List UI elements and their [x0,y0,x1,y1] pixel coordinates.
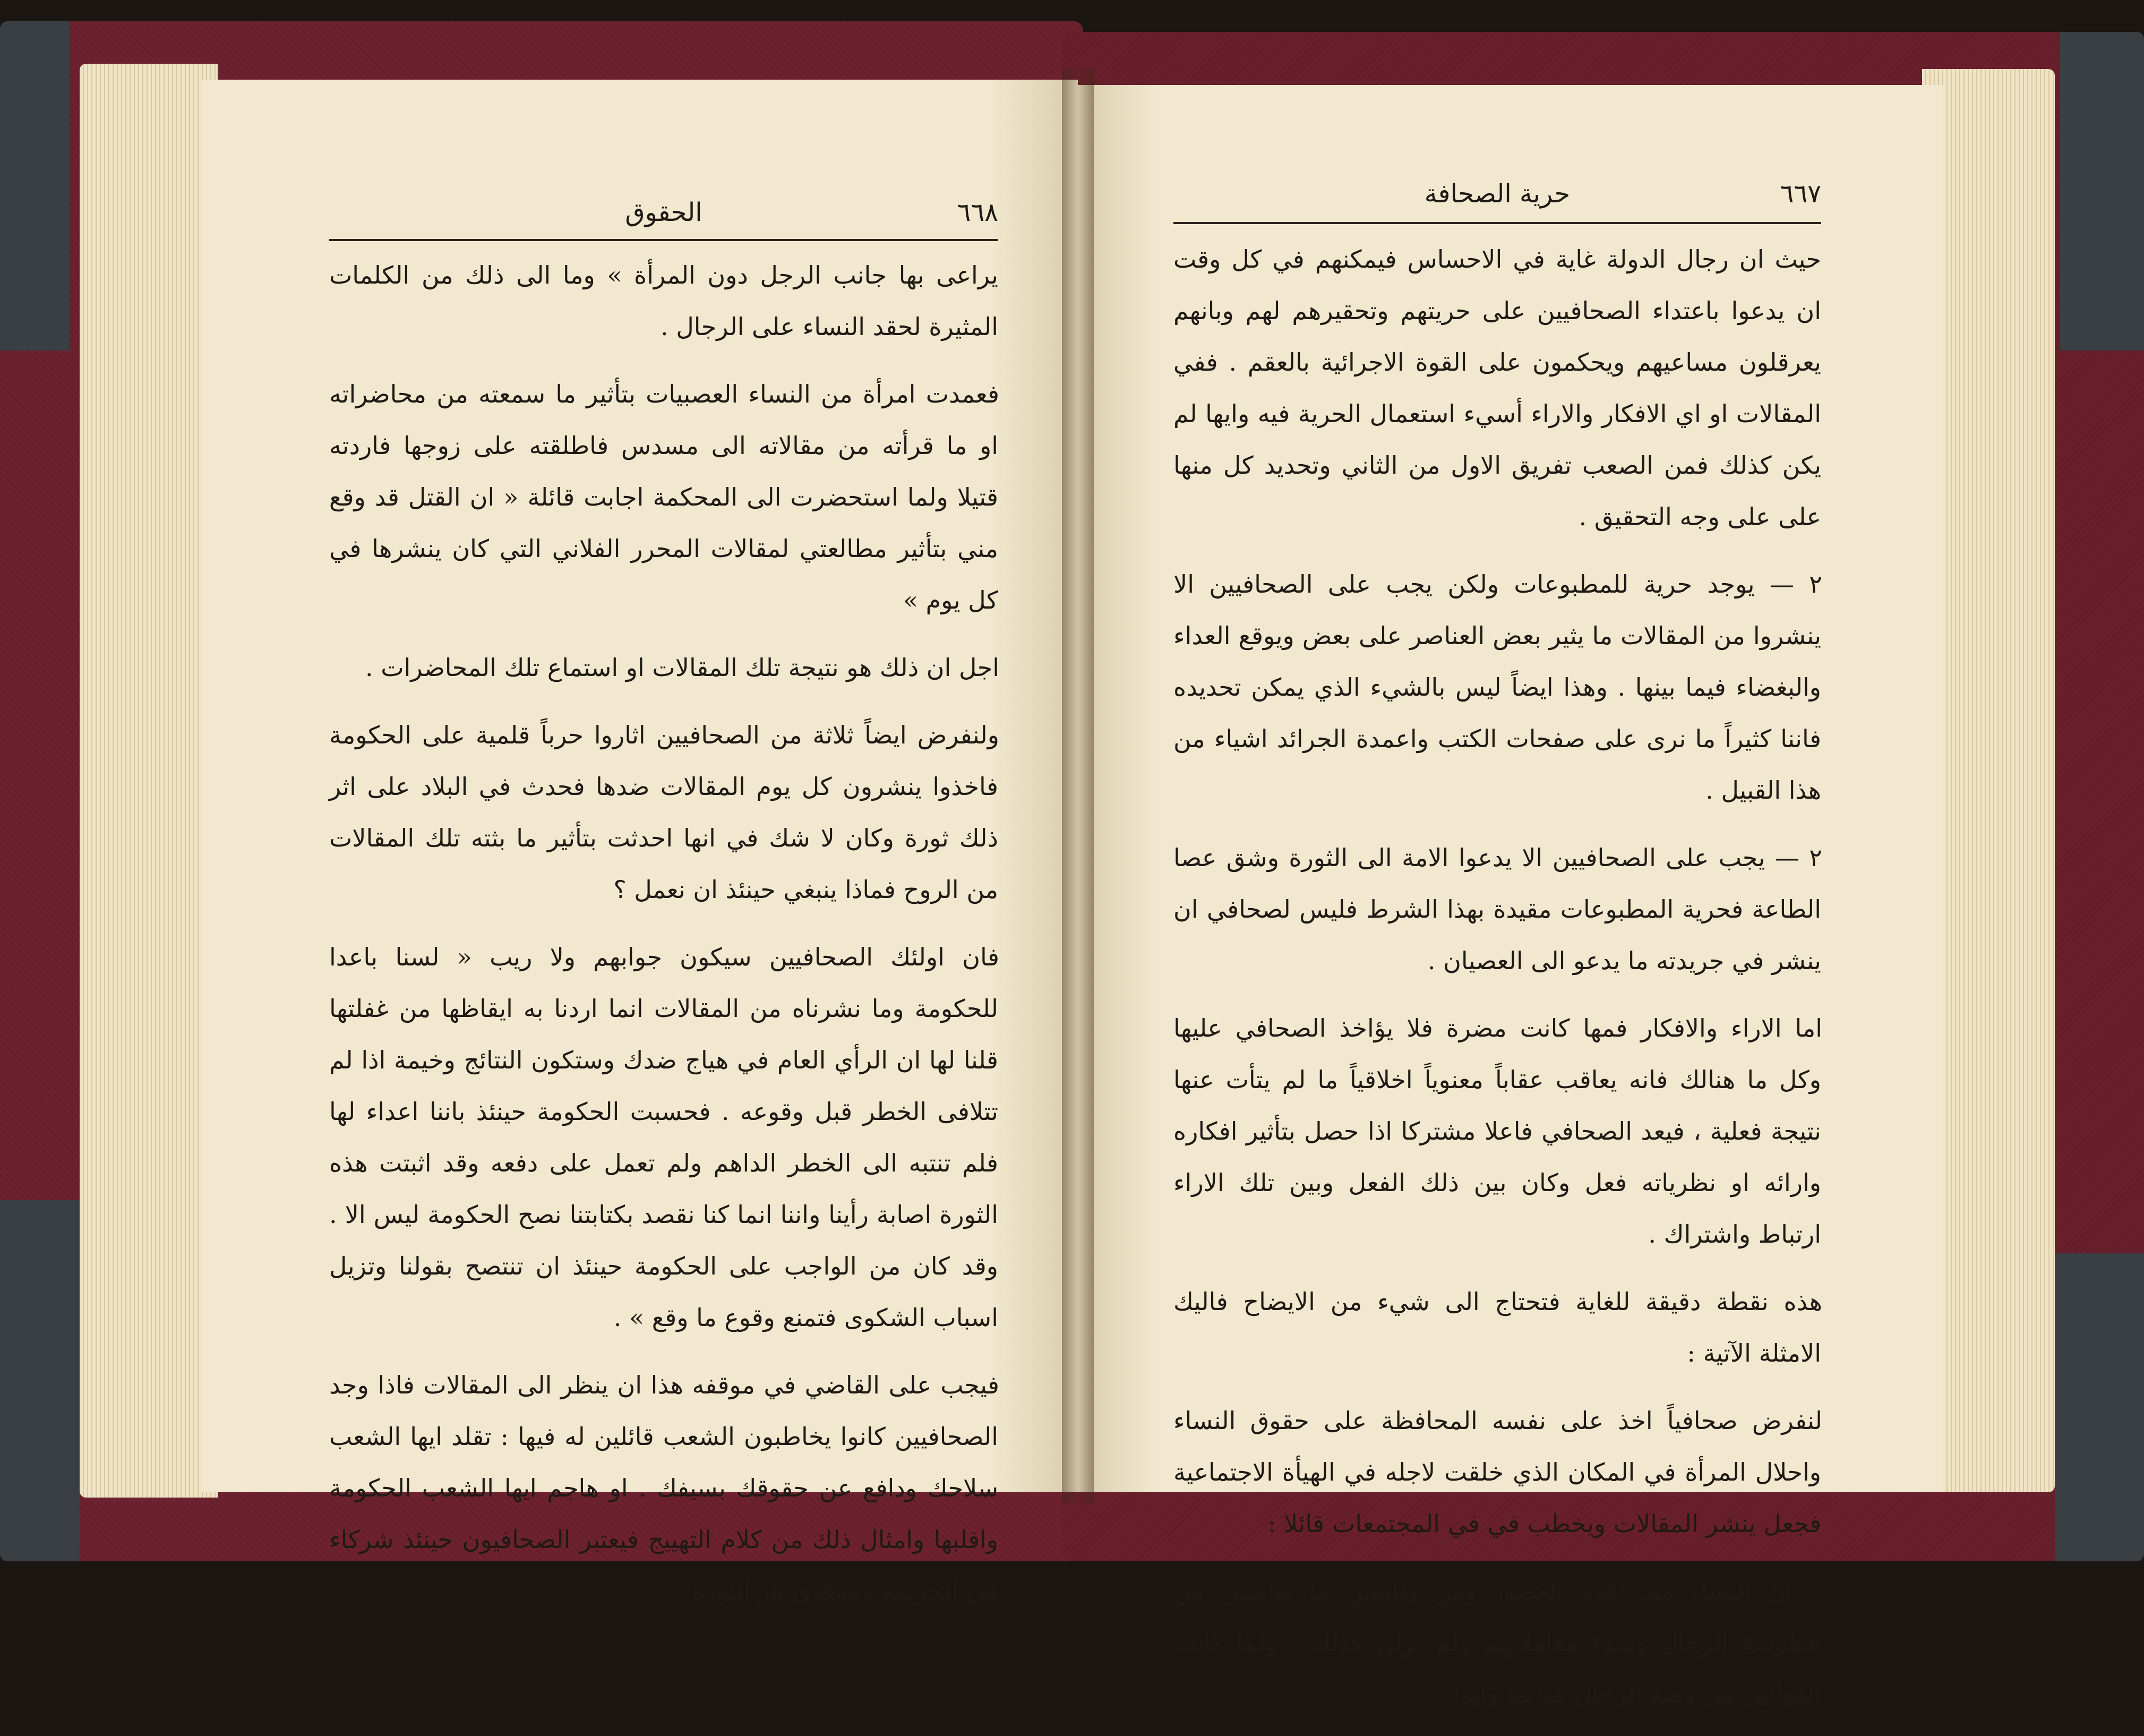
paragraph: يراعى بها جانب الرجل دون المرأة » وما الى ذلك من الكلمات المثيرة لحقد النساء على الرجال . [329,261,998,341]
paragraph: هذه نقطة دقيقة للغاية فتحتاج الى شيء من الايضاح فاليك الامثلة الآتية : [1173,1287,1822,1367]
paragraph: اما الاراء والافكار فمها كانت مضرة فلا يؤاخذ الصحافي عليها وكل ما هنالك فانه يعاقب عقاباً معنوياً اخلاقياً ما لم يتأت عنها نتيجة فعلية ، فيعد الصحافي فاعلا مشتركا اذا حصل بتأثير افكاره وارائه او نظرياته فعل وكان بين ذلك الفعل وبين تلك الاراء ارتباط واشتراك . [1173,1014,1822,1248]
cover-corner-top-right [2060,32,2144,350]
left-page-number: ٦٦٨ [957,198,998,227]
right-page-header [1173,175,1821,212]
page-edges-left [80,64,218,1498]
paragraph: حيث ان رجال الدولة غاية في الاحساس فيمكنهم في كل وقت ان يدعوا باعتداء الصحافيين على حريتهم وتحقيرهم لهم وبانهم يعرقلون مساعيهم ويحكمون على القوة الاجرائية بالعقم . ففي المقالات او اي الافكار والاراء أسيء استعمال الحرية فيه وايها لم يكن كذلك فمن الصعب تفريق الاول من الثاني وتحديد كل منها على على وجه التحقيق . [1173,245,1821,531]
cover-corner-top-left [0,21,69,350]
paragraph: ٢ — يوجد حرية للمطبوعات ولكن يجب على الصحافيين الا ينشروا من المقالات ما يثير بعض العناصر على بعض ويوقع العداء والبغضاء فيما بينها . وهذا ايضاً ليس بالشيء الذي يمكن تحديده فاننا كثيراً ما نرى على صفحات الكتب واعمدة الجرائد اشياء من هذا القبيل . [1173,570,1822,805]
paragraph: اجل ان ذلك هو نتيجة تلك المقالات او استماع تلك المحاضرات . [365,653,999,682]
right-running-head: حرية الصحافة [1424,179,1571,209]
left-header-rule [329,239,998,241]
cover-corner-bottom-right [2055,1253,2144,1561]
paragraph: ٢ — يجب على الصحافيين الا يدعوا الامة الى الثورة وشق عصا الطاعة فحرية المطبوعات مقيدة بهذا الشرط فليس لصحافي ان ينشر في جريدته ما يدعو الى العصيان . [1173,843,1822,975]
right-page-body [1173,234,1821,1736]
paragraph: فان اولئك الصحافيين سيكون جوابهم ولا ريب « لسنا باعدا للحكومة وما نشرناه من المقالات انما اردنا به ايقاظها من غفلتها قلنا لها ان الرأي العام في هياج ضدك وستكون النتائج وخيمة اذا لم تتلافى الخطر قبل وقوعه . فحسبت الحكومة حينئذ باننا اعداء لها فلم تنتبه الى الخطر الداهم ولم تعمل على دفعه وقد اثبتت هذه الثورة اصابة رأينا واننا انما كنا نقصد بكتابتنا نصح الحكومة ليس الا . وقد كان من الواجب على الحكومة حينئذ ان تنتصح بقولنا وتزيل اسباب الشكوى فتمنع وقوع ما وقع » . [329,943,999,1332]
paragraph: فيجب على القاضي في موقفه هذا ان ينظر الى المقالات فاذا وجد الصحافيين كانوا يخاطبون الشعب قائلين له فيها : تقلد ايها الشعب سلاحك ودافع عن حقوقك بسيفك . او هاجم ايها الشعب الحكومة واقلبها وامثال ذلك من كلام التهييج فيعتبر الصحافيون حينئذ شركاء في الجريمة وموقدي نار الثورة . [329,1371,999,1605]
book-gutter [1062,69,1094,1503]
right-header-rule [1173,222,1821,224]
left-page [202,80,1078,1605]
cover-corner-bottom-left [0,1200,80,1561]
left-running-head: الحقوق [625,198,702,227]
left-page-body [329,250,998,1633]
paragraph: ولنفرض ايضاً ثلاثة من الصحافيين اثاروا حرباً قلمية على الحكومة فاخذوا ينشرون كل يوم المقالات ضدها فحدث في البلاد على اثر ذلك ثورة وكان لا شك في انها احدثت بتأثير ما بثته تلك المقالات من الروح فماذا ينبغي حينئذ ان نعمل ؟ [329,721,999,904]
right-page-number: ٦٦٧ [1780,179,1821,209]
right-page [1078,85,1943,1708]
paragraph: لنفرض صحافياً اخذ على نفسه المحافظة على حقوق النساء واحلال المرأة في المكان الذي خلقت لاجله في الهيأة الاجتماعية فجعل ينشر المقالات ويخطب في في المجتمعات قائلا : [1173,1406,1822,1538]
left-page-header [329,194,998,231]
paragraph: فعمدت امرأة من النساء العصبيات بتأثير ما سمعته من محاضراته او ما قرأته من مقالاته الى مسدس فاطلقته على زوجها فاردته قتيلا ولما استحضرت الى المحكمة اجابت قائلة « ان القتل قد وقع مني بتأثير مطالعتي لمقالات المحرر الفلاني التي كان ينشرها في كل يوم » [329,380,999,614]
paragraph: « ان النساء منذ اقدم العصور وهن يقاسين ما يقاسين من غطرسة الرجال وسوء معاملاتهم ولم يزلن كذلك . ولما كانت القوانين من وضع الرجال فدائما وابدا [1173,1577,1822,1708]
